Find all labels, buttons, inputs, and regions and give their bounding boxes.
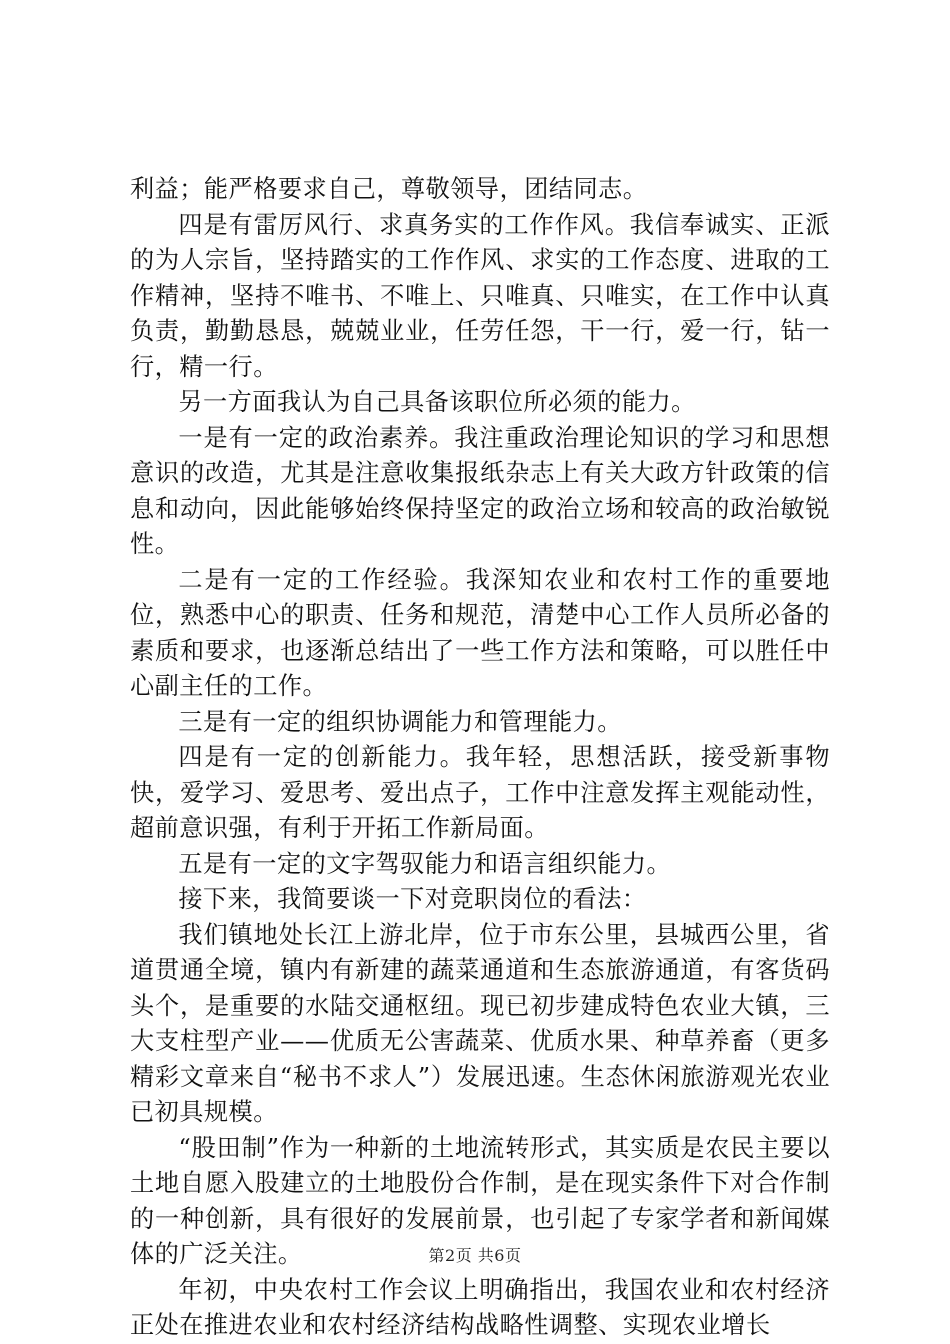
document-body xyxy=(130,172,830,1344)
paragraph-9: 我们镇地处长江上游北岸，位于市东公里，县城西公里，省道贯通全境，镇内有新建的蔬菜通道和生态旅游通道，有客货码头个，是重要的水陆交通枢纽。现已初步建成特色农业大镇，三大支柱型产业——优质无公害蔬菜、优质水果、种草养畜（更多精彩文章来自“秘书不求人”）发展迅速。生态休闲旅游观光农业已初具规模。 xyxy=(130,920,830,1126)
paragraph-8: 接下来，我简要谈一下对竞职岗位的看法： xyxy=(178,885,647,913)
paragraph-6: 四是有一定的创新能力。我年轻，思想活跃，接受新事物快，爱学习、爱思考、爱出点子，工作中注意发挥主观能动性，超前意识强，有利于开拓工作新局面。 xyxy=(130,743,830,842)
paragraph-10: “股田制”作为一种新的土地流转形式，其实质是农民主要以土地自愿入股建立的土地股份合作制，是在现实条件下对合作制的一种创新，具有很好的发展前景，也引起了专家学者和新闻媒体的广泛关注。 xyxy=(130,1133,830,1268)
paragraph-5: 三是有一定的组织协调能力和管理能力。 xyxy=(178,707,622,736)
paragraph-0: 利益；能严格要求自己，尊敬领导，团结同志。 xyxy=(130,175,648,203)
page-number-footer: 第2页 共6页 xyxy=(428,1246,522,1265)
paragraph-3: 一是有一定的政治素养。我注重政治理论知识的学习和思想意识的改造，尤其是注意收集报纸杂志上有关大政方针政策的信息和动向，因此能够始终保持坚定的政治立场和较高的政治敏锐性。 xyxy=(130,423,830,558)
paragraph-1: 四是有雷厉风行、求真务实的工作作风。我信奉诚实、正派的为人宗旨，坚持踏实的工作作风、求实的工作态度、进取的工作精神，坚持不唯书、不唯上、只唯真、只唯实，在工作中认真负责，勤勤恳恳，兢兢业业，任劳任怨，干一行，爱一行，钻一行，精一行。 xyxy=(130,210,830,381)
paragraph-11: 年初，中央农村工作会议上明确指出，我国农业和农村经济正处在推进农业和农村经济结构战略性调整、实现农业增长 xyxy=(130,1275,830,1339)
paragraph-7: 五是有一定的文字驾驭能力和语言组织能力。 xyxy=(178,849,672,878)
paragraph-4: 二是有一定的工作经验。我深知农业和农村工作的重要地位，熟悉中心的职责、任务和规范，清楚中心工作人员所必备的素质和要求，也逐渐总结出了一些工作方法和策略，可以胜任中心副主任的工作。 xyxy=(130,565,830,700)
paragraph-2: 另一方面我认为自己具备该职位所必须的能力。 xyxy=(178,388,696,416)
